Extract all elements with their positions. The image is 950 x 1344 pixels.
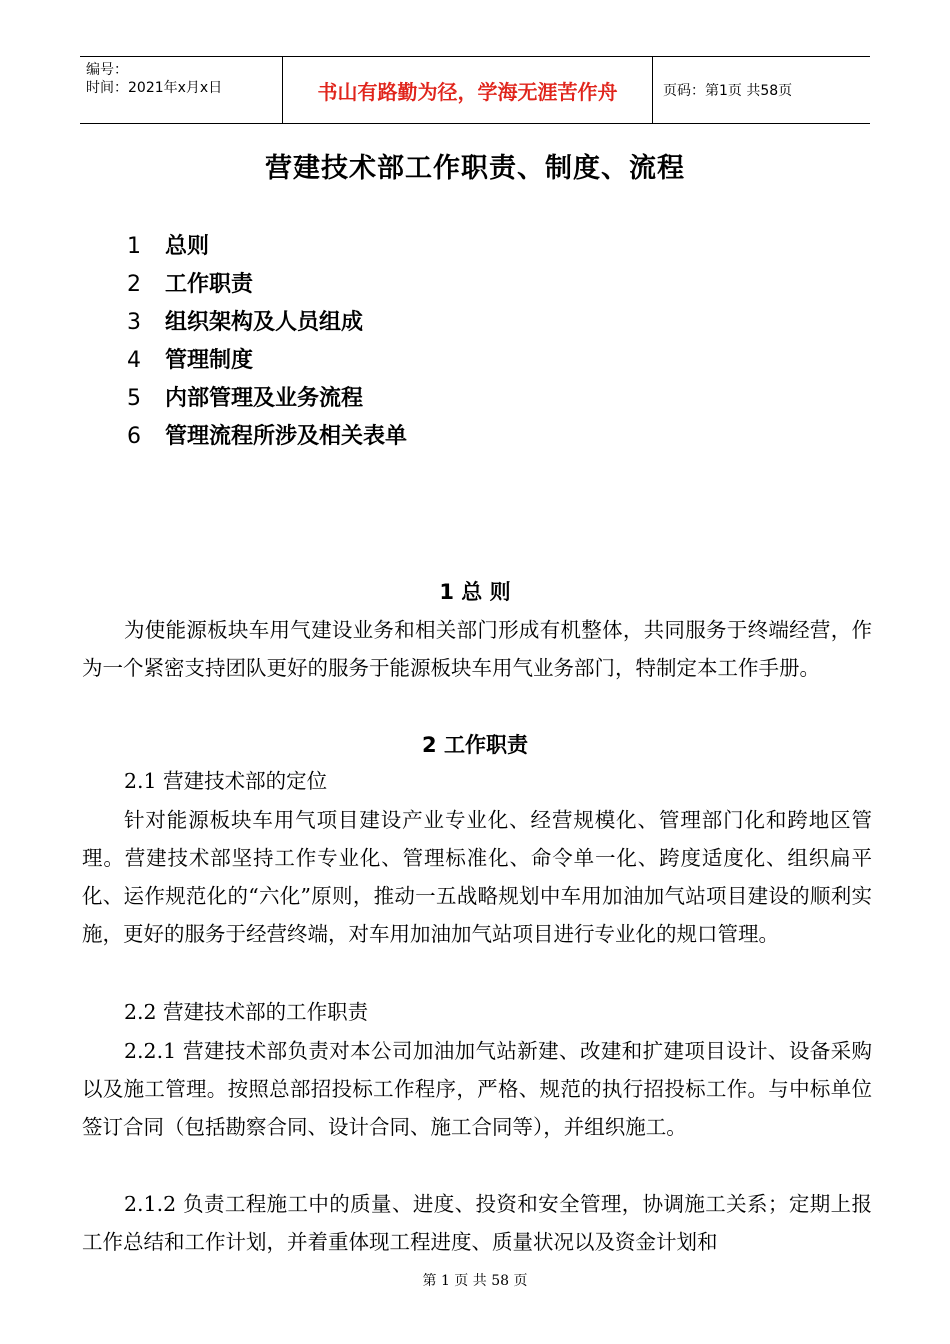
paragraph-positioning: 针对能源板块车用气项目建设产业专业化、经营规模化、管理部门化和跨地区管理。营建技术部坚持工作专业化、管理标准化、命令单一化、跨度适度化、组织扁平化、运作规范化的“六化”原则，推动一五战略规划中车用加油加气站项目建设的顺利实施，更好的服务于经营终端，对车用加油加气站项目进行专业化的规口管理。 [82,808,872,946]
toc-item [127,304,407,342]
toc-item-number: 6 [127,424,141,449]
header-meta [80,57,282,123]
paragraph-duty-2-2-1: 2.2.1 营建技术部负责对本公司加油加气站新建、改建和扩建项目设计、设备采购以及施工管理。按照总部招投标工作程序，严格、规范的执行招投标工作。与中标单位签订合同（包括勘察合同、设计合同、施工合同等），并组织施工。 [82,1039,872,1139]
toc-item-number: 2 [127,272,141,297]
toc-item [127,380,407,418]
paragraph-general: 为使能源板块车用气建设业务和相关部门形成有机整体，共同服务于终端经营，作为一个紧密支持团队更好的服务于能源板块车用气业务部门，特制定本工作手册。 [82,618,872,680]
table-of-contents [127,228,407,456]
toc-item-label: 组织架构及人员组成 [165,310,364,335]
toc-item-label: 总则 [165,234,210,259]
section-heading-duties: 2 工作职责 [422,733,528,757]
toc-item-number: 4 [127,348,141,373]
toc-item-label: 管理流程所涉及相关表单 [165,424,408,449]
toc-item-number: 1 [127,234,141,259]
document-title: 营建技术部工作职责、制度、流程 [265,153,685,184]
toc-item-label: 管理制度 [165,348,254,373]
header-motto: 书山有路勤为径，学海无涯苦作舟 [282,57,653,123]
paragraph-duty-2-1-2: 2.1.2 负责工程施工中的质量、进度、投资和安全管理，协调施工关系；定期上报工作总结和工作计划，并着重体现工程进度、质量状况以及资金计划和 [82,1192,872,1254]
subsection-heading-duties: 2.2 营建技术部的工作职责 [124,1000,369,1024]
toc-item-label: 工作职责 [165,272,254,297]
section-heading-general: 1 总 则 [439,580,511,604]
header-page-info: 页码：第1页 共58页 [663,83,793,99]
page-header [80,56,870,124]
toc-item [127,342,407,380]
toc-item [127,418,407,456]
document-code-label: 编号： [86,62,128,78]
toc-item [127,228,407,266]
toc-item-number: 5 [127,386,141,411]
document-time-label: 时间：2021年x月x日 [86,80,223,96]
subsection-heading-positioning: 2.1 营建技术部的定位 [124,769,328,793]
toc-item [127,266,407,304]
toc-item-number: 3 [127,310,141,335]
page-footer: 第 1 页 共 58 页 [422,1273,528,1289]
toc-item-label: 内部管理及业务流程 [165,386,364,411]
